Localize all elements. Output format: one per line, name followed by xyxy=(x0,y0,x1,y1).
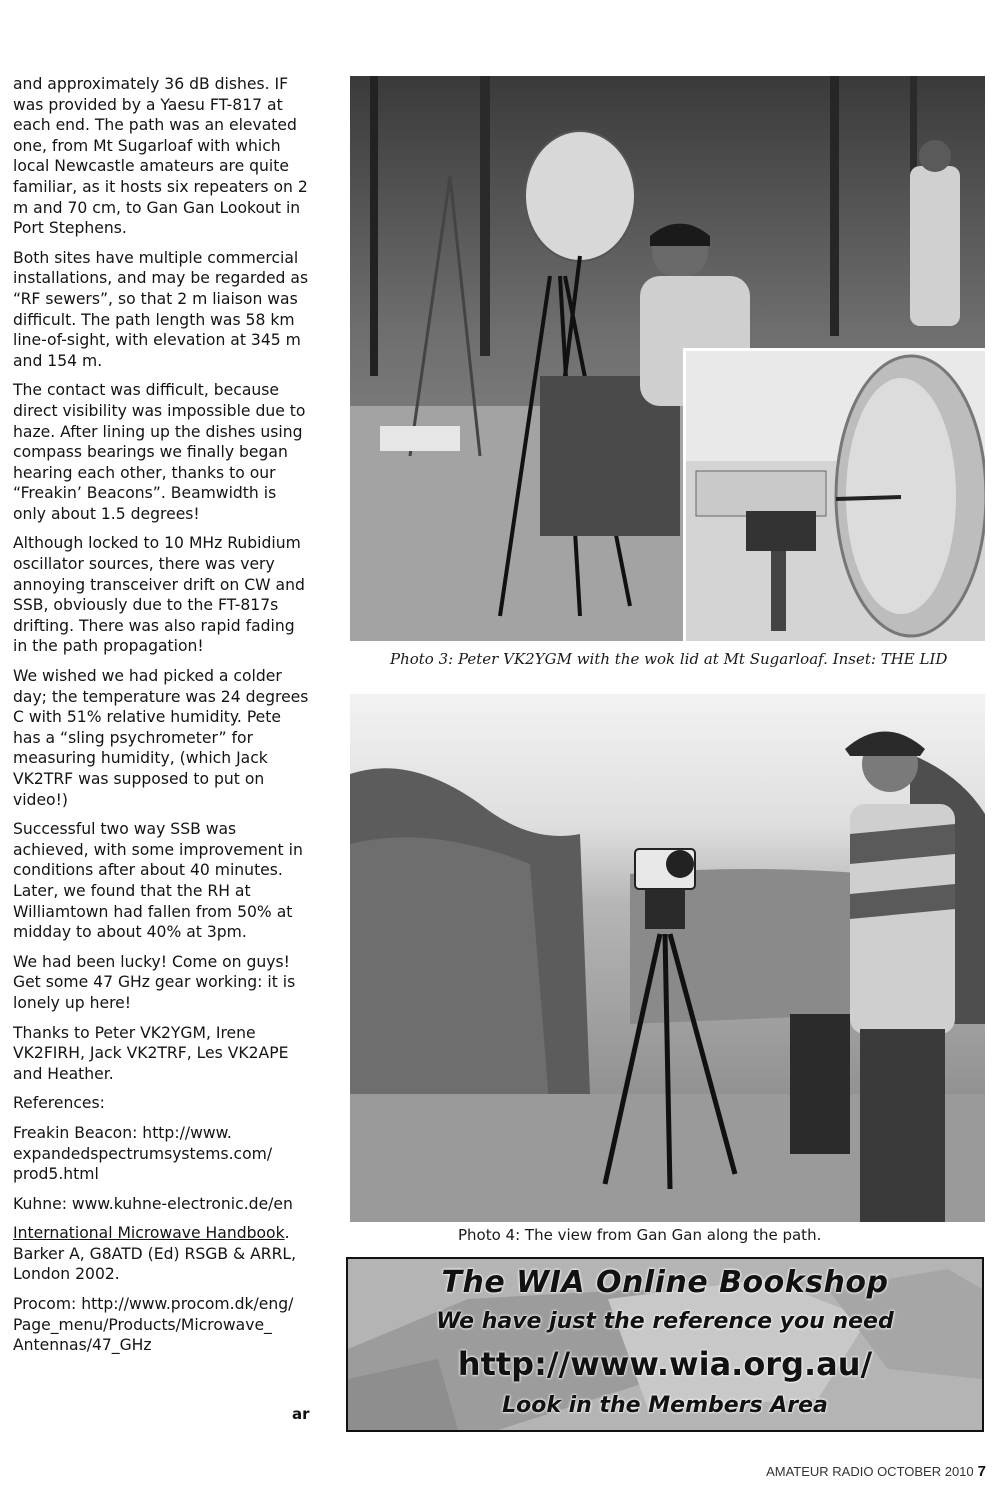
paragraph: Both sites have multiple commercial installations, and may be regarded as “RF sewers”, so that 2 m liaison was difficult. The path length was 58 km line-of-sight, with elevation at 345 m and 154 m. xyxy=(13,248,309,370)
magazine-issue: AMATEUR RADIO OCTOBER 2010 xyxy=(766,1464,974,1479)
bookshop-url-link[interactable]: http://www.wia.org.au/ xyxy=(457,1345,873,1383)
reference-kuhne: Kuhne: www.kuhne-electronic.de/en xyxy=(13,1194,293,1213)
reference-handbook xyxy=(13,1223,313,1285)
paragraph: Although locked to 10 MHz Rubidium oscillator sources, there was very annoying transceiver drift on CW and SSB, obviously due to the FT-817s drifting. There was also rapid fading in the path propagation! xyxy=(13,534,305,656)
references-heading: References: xyxy=(13,1094,105,1113)
paragraph: and approximately 36 dB dishes. IF was provided by a Yaesu FT-817 at each end. The path was an elevated one, from Mt Sugarloaf with which local Newcastle amateurs are quite familiar, as it hosts six repeaters on 2 m and 70 cm, to Gan Gan Lookout in Port Stephens. xyxy=(13,75,308,238)
page-number: 7 xyxy=(977,1463,986,1480)
bookshop-members-note: Look in the Members Area xyxy=(502,1393,828,1418)
reference-procom: Procom: http://www.procom.dk/eng/ Page_menu/Products/Microwave_ Antennas/47_GHz xyxy=(13,1295,294,1355)
bookshop-title: The WIA Online Bookshop xyxy=(441,1265,889,1300)
page-footer xyxy=(766,1463,986,1480)
wia-bookshop-advert[interactable] xyxy=(346,1257,984,1432)
photo-3-inset-image xyxy=(683,348,985,641)
photo-4-image xyxy=(350,694,985,1222)
photo-4-caption: Photo 4: The view from Gan Gan along the path. xyxy=(458,1226,822,1244)
article-end-mark: ar xyxy=(292,1405,310,1423)
photo-3-caption: Photo 3: Peter VK2YGM with the wok lid at Mt Sugarloaf. Inset: THE LID xyxy=(390,650,948,668)
reference-freakin-beacon: Freakin Beacon: http://www. expandedspectrumsystems.com/ prod5.html xyxy=(13,1123,273,1184)
paragraph: We wished we had picked a colder day; the temperature was 24 degrees C with 51% relative humidity. Pete has a “sling psychrometer” for measuring humidity, (which Jack VK2TRF was supposed to put on video!) xyxy=(13,667,309,809)
handbook-title: International Microwave Handbook xyxy=(13,1224,285,1243)
paragraph: Thanks to Peter VK2YGM, Irene VK2FIRH, Jack VK2TRF, Les VK2APE and Heather. xyxy=(13,1023,289,1083)
paragraph: We had been lucky! Come on guys! Get some 47 GHz gear working: it is lonely up here! xyxy=(13,952,296,1012)
handbook-details: . Barker A, G8ATD (Ed) RSGB & ARRL, London 2002. xyxy=(13,1224,297,1284)
bookshop-subtitle: We have just the reference you need xyxy=(436,1309,894,1334)
paragraph: The contact was difficult, because direct visibility was impossible due to haze. After lining up the dishes using compass bearings we finally began hearing each other, thanks to our “Freakin’ Beacons”. Beamwidth is only about 1.5 degrees! xyxy=(13,381,306,523)
article-text-column xyxy=(13,74,313,1365)
paragraph: Successful two way SSB was achieved, with some improvement in conditions after about 40 minutes. Later, we found that the RH at Williamtown had fallen from 50% at midday to about 40% at 3pm. xyxy=(13,820,303,942)
